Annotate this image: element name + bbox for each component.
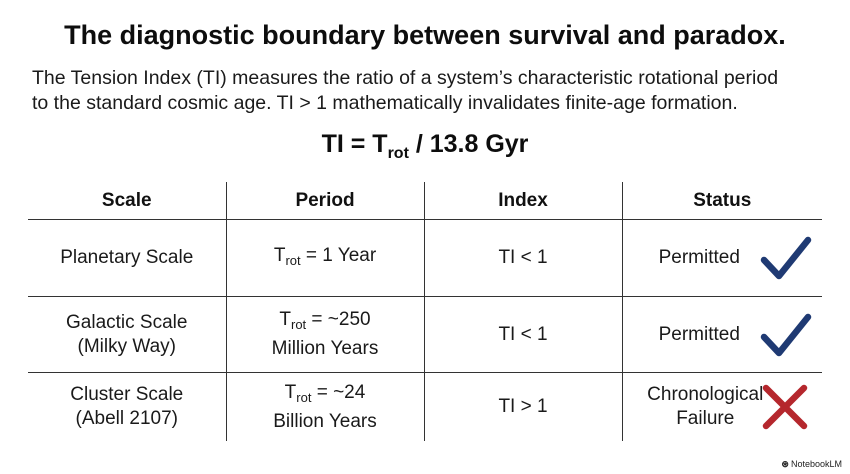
cell-status xyxy=(622,220,822,297)
period-suffix: = ~250 xyxy=(306,309,371,330)
status-text xyxy=(659,246,740,270)
cell-status xyxy=(622,297,822,373)
cell-period xyxy=(226,297,424,373)
period-prefix: T xyxy=(279,309,291,330)
cell-scale xyxy=(28,220,226,297)
period-line-1 xyxy=(227,381,424,410)
cell-period xyxy=(226,220,424,297)
period-suffix: = 1 Year xyxy=(300,244,377,266)
period-line-1 xyxy=(227,308,424,337)
formula-suffix: / 13.8 Gyr xyxy=(408,130,529,158)
table-row xyxy=(28,373,822,442)
period-line-1 xyxy=(227,244,424,273)
status-text xyxy=(659,323,740,347)
cell-index: TI > 1 xyxy=(424,373,622,442)
period-prefix: T xyxy=(273,244,286,266)
header-period: Period xyxy=(226,182,424,220)
period-subscript: rot xyxy=(290,317,307,332)
cross-icon xyxy=(760,382,810,432)
period-subscript: rot xyxy=(296,389,312,405)
notebooklm-logo-icon: ⊛ xyxy=(781,459,789,469)
header-status: Status xyxy=(622,182,822,220)
cell-period xyxy=(226,373,424,442)
period-suffix: = ~24 xyxy=(311,381,366,403)
scale-line-2: (Milky Way) xyxy=(77,335,176,357)
header-scale: Scale xyxy=(28,182,226,220)
cell-index: TI < 1 xyxy=(424,220,622,297)
cell-index: TI < 1 xyxy=(424,297,622,373)
cell-scale xyxy=(28,373,226,442)
header-index: Index xyxy=(424,182,622,220)
status-line-1: Chronological xyxy=(647,384,764,405)
cell-scale xyxy=(28,297,226,373)
watermark xyxy=(781,459,842,470)
period-prefix: T xyxy=(284,381,297,403)
table-header-row xyxy=(28,182,822,220)
period-line-2: Million Years xyxy=(271,338,379,359)
scale-line-2: (Abell 2107) xyxy=(75,408,178,429)
subtitle-line-2: to the standard cosmic age. TI > 1 mathematically invalidates finite-age formation. xyxy=(32,92,738,114)
formula-prefix: TI = T xyxy=(321,130,388,158)
scale-line-1: Cluster Scale xyxy=(70,384,184,405)
tension-table xyxy=(28,182,822,441)
subtitle-line-1: The Tension Index (TI) measures the ratio of a system’s characteristic rotational period xyxy=(32,67,779,89)
period-subscript: rot xyxy=(285,252,301,268)
scale-line-1: Planetary Scale xyxy=(60,247,194,268)
period-line-2: Billion Years xyxy=(273,410,377,432)
subtitle xyxy=(32,66,832,116)
scale-line-1: Galactic Scale xyxy=(66,311,188,333)
cell-status xyxy=(622,373,822,442)
table-row xyxy=(28,297,822,373)
formula xyxy=(0,130,850,163)
status-line-1: Permitted xyxy=(658,247,740,268)
check-icon xyxy=(760,311,812,359)
watermark-text: NotebookLM xyxy=(790,459,842,469)
table-row xyxy=(28,220,822,297)
status-line-1: Permitted xyxy=(658,323,740,345)
formula-subscript: rot xyxy=(387,145,409,162)
status-line-2: Failure xyxy=(676,408,735,429)
check-icon xyxy=(760,234,812,282)
page-title: The diagnostic boundary between survival and paradox. xyxy=(64,20,786,50)
status-text xyxy=(647,383,763,431)
